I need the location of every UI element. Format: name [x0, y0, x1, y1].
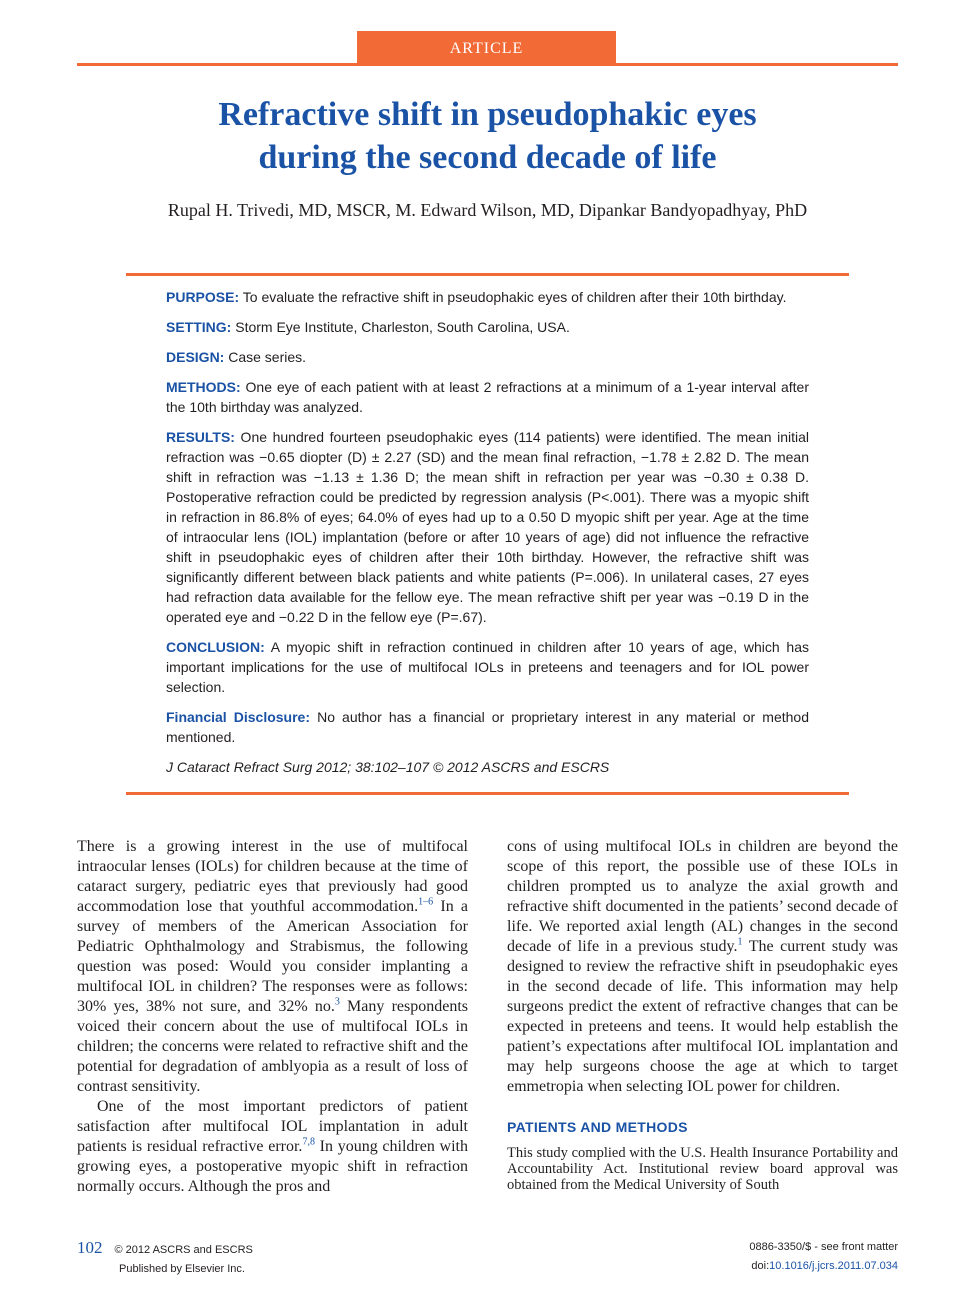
body-column-left — [77, 837, 468, 1197]
text-run: In young children with growing eyes, a postoperative myopic shift in refraction normally occurs. Although the pros and — [77, 1138, 468, 1195]
reference-link[interactable]: 3 — [334, 996, 340, 1008]
methods-paragraph-1: This study complied with the U.S. Health Insurance Portability and Accountability Act. Institutional review board approval was obtained from the Medical University of South — [507, 1145, 898, 1193]
conclusion-text: A myopic shift in refraction continued in children after 10 years of age, which has important implications for the use of multifocal IOLs in preteens and teenagers and for IOL power selection. — [166, 639, 809, 695]
journal-citation: J Cataract Refract Surg 2012; 38:102–107 © 2012 ASCRS and ESCRS — [166, 759, 610, 775]
doi-prefix: doi: — [751, 1260, 770, 1272]
abstract-bottom-rule — [126, 792, 849, 795]
reference-link[interactable]: 1 — [737, 936, 743, 948]
abstract-purpose — [166, 287, 809, 307]
doi-link[interactable]: 10.1016/j.jcrs.2011.07.034 — [769, 1260, 898, 1272]
setting-text: Storm Eye Institute, Charleston, South Carolina, USA. — [231, 319, 570, 335]
results-label: RESULTS: — [166, 429, 235, 445]
purpose-text: To evaluate the refractive shift in pseudophakic eyes of children after their 10th birthday. — [239, 289, 787, 305]
section-heading-methods: PATIENTS AND METHODS — [507, 1119, 688, 1135]
doi-line — [749, 1257, 898, 1276]
header-rule — [77, 63, 898, 66]
intro-paragraph-2 — [77, 1097, 468, 1197]
methods-text: One eye of each patient with at least 2 refractions at a minimum of a 1-year interval after the 10th birthday was analyzed. — [166, 379, 809, 415]
conclusion-label: CONCLUSION: — [166, 639, 265, 655]
setting-label: SETTING: — [166, 319, 232, 335]
title-line-2: during the second decade of life — [258, 139, 717, 176]
abstract-top-rule — [126, 273, 849, 276]
page-number: 102 — [77, 1238, 103, 1257]
results-text: One hundred fourteen pseudophakic eyes (114 patients) were identified. The mean initial refraction was −0.65 diopter (D) ± 2.27 (SD) and the mean final refraction, −1.78 ± 2.82 D. The mean shift in refraction was −1.13 ± 1.36 D; the mean shift in refraction per year was −0.30 ± 0.38 D. Postoperative refraction could be predicted by regression analysis (P<.001). There was a myopic shift in refraction in 86.8% of eyes; 64.0% of eyes had up to a 0.50 D myopic shift per year. Age at the time of intraocular lens (IOL) implantation (before or after 10 years of age) did not influence the refractive shift in pseudophakic eyes of children after their 10th birthday. However, the refractive shift was significantly different between black patients and white patients (P=.006). In unilateral cases, 27 eyes had refraction data available for the fellow eye. The mean refractive shift per year was −0.19 D in the operated eye and −0.22 D in the fellow eye (P=.67). — [166, 429, 809, 625]
design-text: Case series. — [224, 349, 307, 365]
purpose-label: PURPOSE: — [166, 289, 240, 305]
methods-label: METHODS: — [166, 379, 241, 395]
reference-link[interactable]: 1–6 — [418, 896, 434, 908]
text-run: Many respondents voiced their concern about the use of multifocal IOLs in children; the concerns were related to refractive shift and the potential for degradation of amblyopia as a result of loss of contrast sensitivity. — [77, 998, 468, 1095]
copyright: © 2012 ASCRS and ESCRS — [114, 1244, 253, 1256]
text-run: The current study was designed to review the refractive shift in pseudophakic eyes in the second decade of life. This information may help surgeons predict the extent of refractive changes that can be expected in preteens and teens. It would help establish the patient’s expectations after multifocal IOL implantation and may help surgeons choose the age at which to target emmetropia when selecting IOL power for children. — [507, 938, 898, 1095]
reference-link[interactable]: 7,8 — [302, 1136, 315, 1148]
abstract-setting — [166, 317, 809, 337]
abstract-methods — [166, 377, 809, 417]
footer-left — [77, 1238, 253, 1279]
body-column-right — [507, 837, 898, 1193]
article-title — [77, 93, 898, 179]
intro-paragraph-3 — [507, 837, 898, 1097]
abstract — [166, 287, 809, 787]
abstract-disclosure — [166, 707, 809, 747]
footer-right — [749, 1238, 898, 1276]
disclosure-text: No author has a financial or proprietary interest in any material or method mentioned. — [166, 709, 809, 745]
title-line-1: Refractive shift in pseudophakic eyes — [218, 96, 757, 133]
intro-paragraph-1 — [77, 837, 468, 1097]
abstract-conclusion — [166, 637, 809, 697]
issn: 0886-3350/$ - see front matter — [749, 1241, 898, 1253]
publisher: Published by Elsevier Inc. — [119, 1263, 245, 1275]
text-run: In a survey of members of the American Association for Pediatric Ophthalmology and Strabismus, the following question was posed: Would you consider implanting a multifocal IOL in children? The responses were as follows: 30% yes, 38% not sure, and 32% no. — [77, 898, 469, 1015]
abstract-results — [166, 427, 809, 627]
author-list: Rupal H. Trivedi, MD, MSCR, M. Edward Wilson, MD, Dipankar Bandyopadhyay, PhD — [167, 200, 808, 220]
text-run: One of the most important predictors of patient satisfaction after multifocal IOL implantation in adult patients is residual refractive error. — [77, 1098, 468, 1155]
text-run: cons of using multifocal IOLs in children are beyond the scope of this report, the possible use of these IOLs in children prompted us to analyze the axial growth and refractive shift documented in the patients’ second decade of life. We reported axial length (AL) changes in the second decade of life in a previous study. — [507, 838, 898, 955]
text-run: There is a growing interest in the use of multifocal intraocular lenses (IOLs) for children because at the time of cataract surgery, pediatric eyes that previously had good accommodation lose that youthful accommodation. — [77, 838, 468, 915]
abstract-design — [166, 347, 809, 367]
design-label: DESIGN: — [166, 349, 225, 365]
article-type-tab: ARTICLE — [357, 31, 616, 64]
disclosure-label: Financial Disclosure: — [166, 709, 311, 725]
